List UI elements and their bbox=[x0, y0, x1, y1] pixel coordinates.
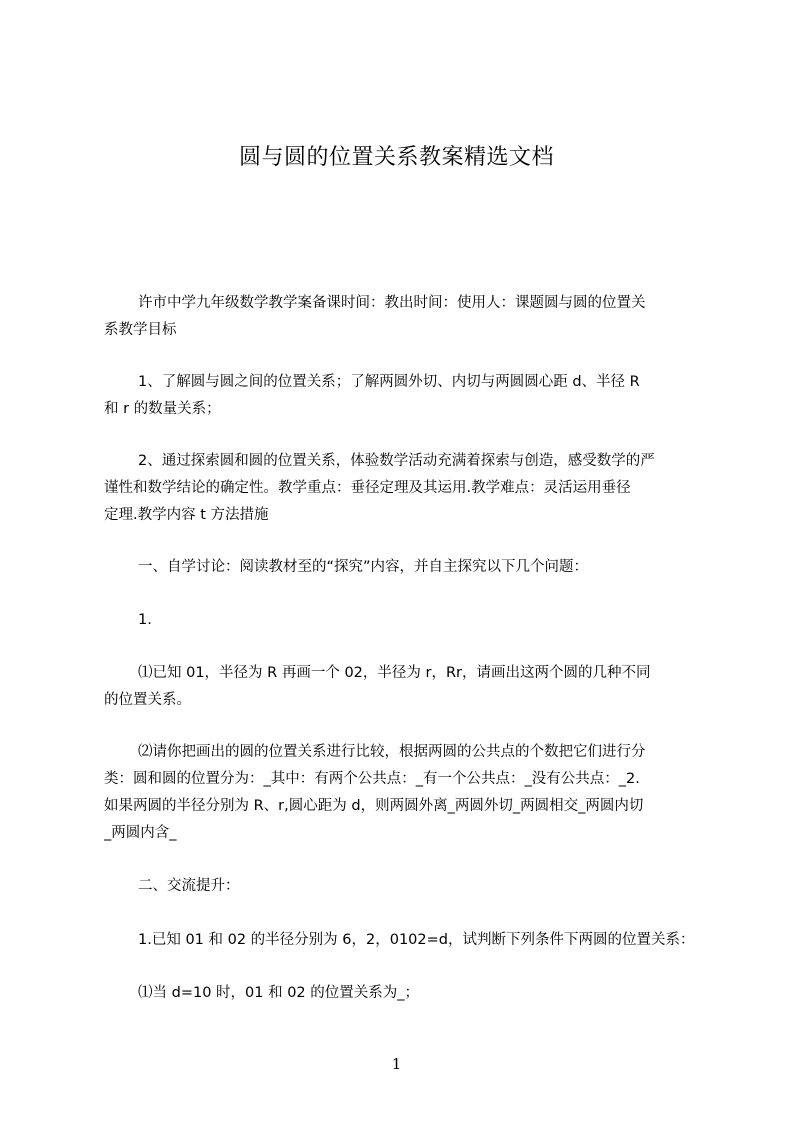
section-heading-exchange bbox=[104, 873, 708, 900]
question-2 bbox=[104, 739, 708, 847]
text-line: _两圆内含_ bbox=[104, 825, 177, 841]
list-number-1 bbox=[104, 607, 708, 634]
text-line: 1、了解圆与圆之间的位置关系；了解两圆外切、内切与两圆圆心距 d、半径 R bbox=[138, 374, 640, 390]
section-heading-self-study bbox=[104, 554, 708, 581]
text-line: ⑴当 d=10 时，01 和 02 的位置关系为_； bbox=[138, 985, 420, 1001]
text-line: 1. bbox=[138, 612, 152, 628]
document-title: 圆与圆的位置关系教案精选文档 bbox=[238, 145, 554, 170]
exercise-1-part-1 bbox=[104, 980, 708, 1007]
paragraph-objective-1 bbox=[104, 369, 708, 423]
text-line: 的位置关系。 bbox=[104, 692, 191, 708]
text-line: ⑵请你把画出的圆的位置关系进行比较，根据两圆的公共点的个数把它们进行分 bbox=[138, 744, 646, 760]
paragraph-intro bbox=[104, 290, 708, 344]
text-line: 2、通过探索圆和圆的位置关系，体验数学活动充满着探索与创造，感受数学的严 bbox=[138, 453, 655, 469]
text-line: 类：圆和圆的位置分为：_其中：有两个公共点：_有一个公共点：_没有公共点：_2. bbox=[104, 771, 640, 787]
text-line: 如果两圆的半径分别为 R、r,圆心距为 d，则两圆外离_两圆外切_两圆相交_两圆内切 bbox=[104, 798, 644, 814]
question-1 bbox=[104, 660, 708, 714]
text-line: ⑴已知 01，半径为 R 再画一个 02，半径为 r，Rr，请画出这两个圆的几种不同 bbox=[138, 665, 651, 681]
page-number: 1 bbox=[391, 1055, 402, 1073]
text-line: 谨性和数学结论的确定性。教学重点：垂径定理及其运用.教学难点：灵活运用垂径 bbox=[104, 480, 631, 496]
paragraph-objective-2 bbox=[104, 448, 708, 529]
exercise-1 bbox=[104, 927, 708, 954]
text-line: 系教学目标 bbox=[104, 322, 177, 338]
text-line: 1.已知 01 和 02 的半径分别为 6，2，0102=d，试判断下列条件下两圆的位置关系： bbox=[138, 932, 695, 948]
text-line: 二、交流提升： bbox=[138, 878, 240, 894]
text-line: 一、自学讨论：阅读教材至的“探究”内容，并自主探究以下几个问题： bbox=[138, 559, 589, 575]
text-line: 许市中学九年级数学教学案备课时间：教出时间：使用人：课题圆与圆的位置关 bbox=[138, 295, 646, 311]
text-line: 和 r 的数量关系； bbox=[104, 401, 221, 417]
text-line: 定理.教学内容 t 方法措施 bbox=[104, 507, 269, 523]
